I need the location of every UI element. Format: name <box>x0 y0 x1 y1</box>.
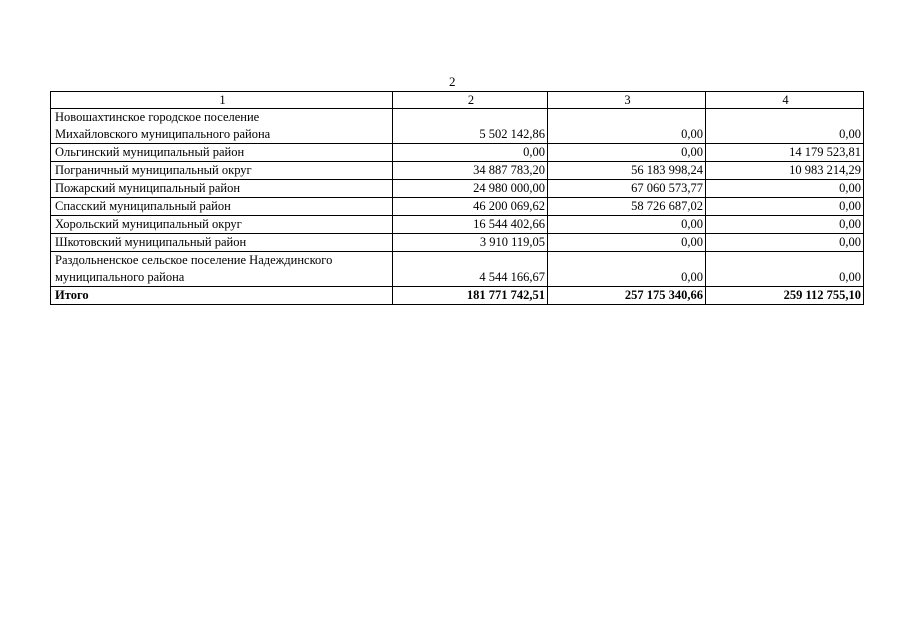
table-row <box>51 180 864 198</box>
municipality-name <box>51 252 393 287</box>
value-cell: 0,00 <box>706 216 864 234</box>
value-cell: 0,00 <box>706 252 864 287</box>
value-cell: 24 980 000,00 <box>393 180 548 198</box>
value-cell: 0,00 <box>548 109 706 144</box>
value-cell: 34 887 783,20 <box>393 162 548 180</box>
municipality-name: Пожарский муниципальный район <box>51 180 393 198</box>
value-cell: 58 726 687,02 <box>548 198 706 216</box>
total-value: 181 771 742,51 <box>393 287 548 305</box>
total-row <box>51 287 864 305</box>
value-cell: 0,00 <box>548 234 706 252</box>
value-cell: 3 910 119,05 <box>393 234 548 252</box>
value-cell: 16 544 402,66 <box>393 216 548 234</box>
value-cell: 46 200 069,62 <box>393 198 548 216</box>
name-line: Раздольненское сельское поселение Надеждинского <box>55 253 333 267</box>
municipality-name: Шкотовский муниципальный район <box>51 234 393 252</box>
value-cell: 56 183 998,24 <box>548 162 706 180</box>
table-header-row <box>51 92 864 109</box>
page-number: 2 <box>449 74 456 89</box>
name-line: муниципального района <box>55 270 185 284</box>
total-value: 257 175 340,66 <box>548 287 706 305</box>
value-cell: 5 502 142,86 <box>393 109 548 144</box>
column-header: 4 <box>706 92 864 109</box>
column-header: 2 <box>393 92 548 109</box>
total-label: Итого <box>51 287 393 305</box>
table-row <box>51 198 864 216</box>
municipality-name <box>51 109 393 144</box>
column-header: 1 <box>51 92 393 109</box>
value-cell: 0,00 <box>393 144 548 162</box>
total-value: 259 112 755,10 <box>706 287 864 305</box>
value-cell: 0,00 <box>548 252 706 287</box>
table-row <box>51 144 864 162</box>
value-cell: 10 983 214,29 <box>706 162 864 180</box>
name-line: Новошахтинское городское поселение <box>55 110 260 124</box>
value-cell: 67 060 573,77 <box>548 180 706 198</box>
table-row <box>51 216 864 234</box>
table-row <box>51 109 864 144</box>
value-cell: 0,00 <box>706 234 864 252</box>
value-cell: 0,00 <box>706 180 864 198</box>
column-header: 3 <box>548 92 706 109</box>
table-row <box>51 162 864 180</box>
table-row <box>51 252 864 287</box>
municipality-name: Пограничный муниципальный округ <box>51 162 393 180</box>
table-row <box>51 234 864 252</box>
value-cell: 0,00 <box>548 144 706 162</box>
value-cell: 0,00 <box>548 216 706 234</box>
name-line: Михайловского муниципального района <box>55 127 271 141</box>
budget-table <box>50 91 864 305</box>
value-cell: 14 179 523,81 <box>706 144 864 162</box>
value-cell: 0,00 <box>706 198 864 216</box>
municipality-name: Хорольский муниципальный округ <box>51 216 393 234</box>
value-cell: 0,00 <box>706 109 864 144</box>
municipality-name: Спасский муниципальный район <box>51 198 393 216</box>
municipality-name: Ольгинский муниципальный район <box>51 144 393 162</box>
value-cell: 4 544 166,67 <box>393 252 548 287</box>
